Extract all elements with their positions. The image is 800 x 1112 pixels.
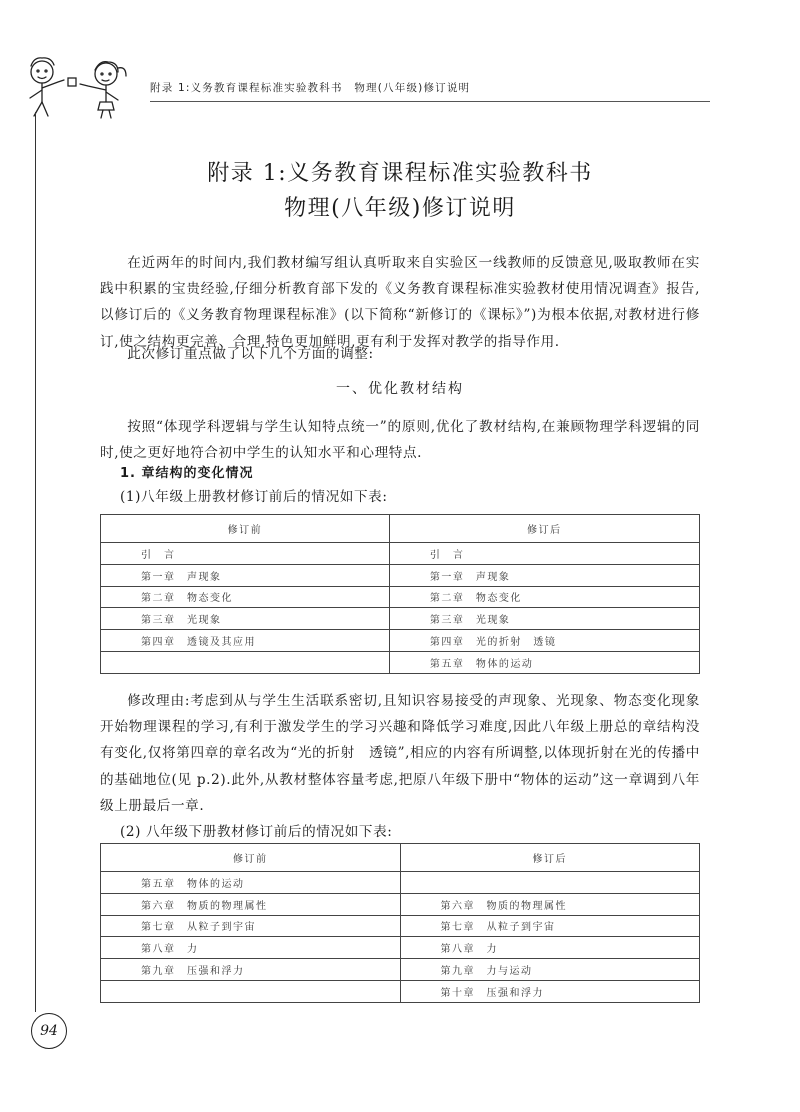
cell-before: 第三章 光现象 [101, 608, 390, 630]
cell-before: 引 言 [101, 543, 390, 565]
header-before: 修订前 [101, 844, 401, 872]
revision-table-volume-1 [100, 514, 700, 674]
table-row [101, 872, 700, 894]
cell-before: 第七章 从粒子到宇宙 [101, 915, 401, 937]
table-row [101, 937, 700, 959]
structure-paragraph: 按照“体现学科逻辑与学生认知特点统一”的原则,优化了教材结构,在兼顾物理学科逻辑的同时,使之更好地符合初中学生的认知水平和心理特点. [100, 419, 700, 462]
table-row [101, 959, 700, 981]
table-row [101, 543, 700, 565]
table-row [101, 564, 700, 586]
header-rule [150, 101, 710, 102]
cell-after: 第三章 光现象 [389, 608, 699, 630]
cell-before [101, 980, 401, 1002]
cell-before [101, 651, 390, 673]
cell-after: 第十章 压强和浮力 [400, 980, 700, 1002]
cell-before: 第五章 物体的运动 [101, 872, 401, 894]
rationale-paragraph: 修改理由:考虑到从与学生生活联系密切,且知识容易接受的声现象、光现象、物态变化现象开始物理课程的学习,有利于激发学生的学习兴趣和降低学习难度,因此八年级上册总的章结构没有变化,仅将第四章的章名改为“光的折射 透镜”,相应的内容有所调整,以体现折射在光的传播中的基础地位(见 p.2).此外,从教材整体容量考虑,把原八年级下册中“物体的运动”这一章调到八年级上册最后一章. [100, 693, 700, 814]
table-header-row [101, 844, 700, 872]
table-row [101, 893, 700, 915]
cell-after: 第四章 光的折射 透镜 [389, 630, 699, 652]
table2-caption: (2) 八年级下册教材修订前后的情况如下表: [120, 824, 393, 840]
margin-line [35, 112, 36, 1012]
running-header: 附录 1:义务教育课程标准实验教科书 物理(八年级)修订说明 [150, 82, 471, 94]
header-before: 修订前 [101, 515, 390, 543]
children-illustration [14, 52, 144, 120]
revision-table-volume-2 [100, 843, 700, 1003]
header-after: 修订后 [389, 515, 699, 543]
page-number: 94 [31, 1013, 67, 1049]
intro-paragraph: 在近两年的时间内,我们教材编写组认真听取来自实验区一线教师的反馈意见,吸取教师在实践中积累的宝贵经验,仔细分析教育部下发的《义务教育课程标准实验教材使用情况调查》报告,以修订后的《义务教育物理课程标准》(以下简称“新修订的《课标》”)为根本依据,对教材进行修订,使之结构更完善、合理,特色更加鲜明,更有利于发挥对教学的指导作用. [100, 255, 700, 350]
cell-before: 第一章 声现象 [101, 564, 390, 586]
table-row [101, 980, 700, 1002]
table1-caption: (1)八年级上册教材修订前后的情况如下表: [120, 489, 388, 505]
table-row [101, 586, 700, 608]
cell-after: 第八章 力 [400, 937, 700, 959]
cell-before: 第八章 力 [101, 937, 401, 959]
table-row [101, 915, 700, 937]
revision-focus-paragraph: 此次修订重点做了以下几个方面的调整: [127, 346, 374, 362]
cell-after: 第五章 物体的运动 [389, 651, 699, 673]
cell-after: 第七章 从粒子到宇宙 [400, 915, 700, 937]
table-row [101, 651, 700, 673]
sub-heading: 1. 章结构的变化情况 [120, 466, 254, 481]
page-title-line-2: 物理(八年级)修订说明 [284, 196, 516, 221]
cell-after: 第六章 物质的物理属性 [400, 893, 700, 915]
cell-after: 第一章 声现象 [389, 564, 699, 586]
cell-after: 第二章 物态变化 [389, 586, 699, 608]
header-after: 修订后 [400, 844, 700, 872]
cell-after [400, 872, 700, 894]
table-row [101, 630, 700, 652]
cell-after: 引 言 [389, 543, 699, 565]
table-header-row [101, 515, 700, 543]
cell-before: 第四章 透镜及其应用 [101, 630, 390, 652]
cell-after: 第九章 力与运动 [400, 959, 700, 981]
page-title-line-1: 附录 1:义务教育课程标准实验教科书 [207, 161, 593, 186]
cell-before: 第九章 压强和浮力 [101, 959, 401, 981]
section-heading: 一、优化教材结构 [336, 381, 464, 397]
table-row [101, 608, 700, 630]
cell-before: 第二章 物态变化 [101, 586, 390, 608]
cell-before: 第六章 物质的物理属性 [101, 893, 401, 915]
